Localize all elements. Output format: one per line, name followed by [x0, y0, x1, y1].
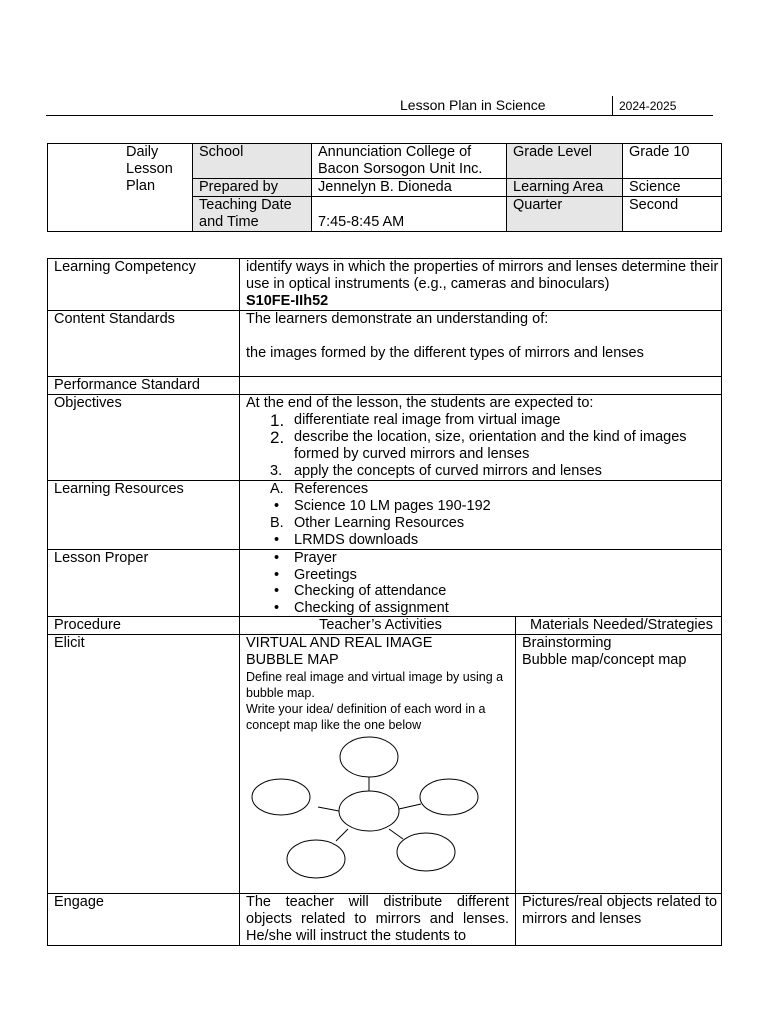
- elicit-description-2: Write your idea/ definition of each word in a concept map like the one below: [246, 702, 486, 732]
- school-value: Annunciation College of Bacon Sorsogon Unit Inc.: [312, 144, 507, 179]
- resource-item: [246, 515, 721, 532]
- procedure-header-row: [48, 617, 722, 635]
- content-standards-label: Content Standards: [48, 311, 240, 377]
- lesson-proper-text: Prayer: [294, 550, 337, 566]
- engage-activity: The teacher will distribute different objects related to mirrors and lenses. He/she will instruct the students to: [240, 894, 516, 946]
- resource-text: Other Learning Resources: [294, 515, 465, 531]
- bullet-icon: •: [274, 566, 280, 583]
- elicit-strategy-2: Bubble map/concept map: [522, 652, 687, 668]
- resource-marker: •: [274, 532, 280, 548]
- objectives-label: Objectives: [48, 395, 240, 481]
- dll-line-1: Daily: [126, 144, 159, 160]
- objectives-row: [48, 395, 722, 481]
- elicit-row: [48, 635, 722, 894]
- teaching-date-label: Teaching Date and Time: [193, 197, 312, 232]
- objective-item: [246, 429, 721, 463]
- dll-line-3: Plan: [126, 178, 156, 194]
- content-standards-cell: [240, 311, 722, 377]
- resource-text: References: [294, 481, 369, 497]
- objective-text: apply the concepts of curved mirrors and lenses: [294, 463, 602, 479]
- resource-text: Science 10 LM pages 190-192: [294, 498, 491, 514]
- performance-row: [48, 377, 722, 395]
- objective-item: [246, 412, 721, 429]
- bullet-icon: •: [274, 550, 280, 566]
- performance-value: [240, 377, 722, 395]
- prepared-by-value: Jennelyn B. Dioneda: [312, 179, 507, 197]
- lesson-proper-cell: [240, 550, 722, 617]
- document-title: Lesson Plan in Science: [400, 97, 546, 113]
- competency-text: identify ways in which the properties of mirrors and lenses determine their use in optical instruments (e.g., cameras and binoculars): [246, 259, 719, 292]
- lesson-proper-text: Checking of attendance: [294, 583, 447, 599]
- learning-area-value: Science: [623, 179, 722, 197]
- competency-row: [48, 259, 722, 311]
- quarter-value: Second: [623, 197, 722, 232]
- header-divider: [612, 96, 613, 115]
- competency-cell: [240, 259, 722, 311]
- elicit-title-1: VIRTUAL AND REAL IMAGE: [246, 635, 433, 651]
- school-label: School: [193, 144, 312, 179]
- lesson-proper-label: Lesson Proper: [48, 550, 240, 617]
- quarter-label: Quarter: [507, 197, 623, 232]
- elicit-strategy-1: Brainstorming: [522, 635, 612, 651]
- content-standards-row: [48, 311, 722, 377]
- resources-list: [246, 481, 721, 549]
- elicit-title-2: BUBBLE MAP: [246, 652, 339, 668]
- competency-code: S10FE-IIh52: [246, 293, 329, 309]
- bubble-map-icon: [246, 733, 506, 893]
- resource-text: LRMDS downloads: [294, 532, 419, 548]
- resource-item: [246, 498, 721, 515]
- lesson-plan-table: [47, 258, 722, 946]
- bubble-map-diagram: [246, 733, 515, 893]
- lesson-proper-list: [246, 550, 721, 616]
- bullet-icon: •: [274, 599, 280, 616]
- prepared-by-label: Prepared by: [193, 179, 312, 197]
- engage-label: Engage: [48, 894, 240, 946]
- learning-area-label: Learning Area: [507, 179, 623, 197]
- objective-text: describe the location, size, orientation and the kind of images formed by curved mirrors and lenses: [294, 429, 687, 462]
- objectives-list: [246, 412, 721, 480]
- performance-label: Performance Standard: [48, 377, 240, 395]
- elicit-activity-cell: [240, 635, 516, 894]
- lesson-proper-item: [246, 600, 721, 617]
- materials-header: Materials Needed/Strategies: [516, 617, 722, 635]
- elicit-strategies-cell: [516, 635, 722, 894]
- objective-text: differentiate real image from virtual image: [294, 412, 561, 428]
- elicit-label: Elicit: [48, 635, 240, 894]
- lesson-proper-item: [246, 567, 721, 584]
- content-standards-line-2: the images formed by the different types of mirrors and lenses: [246, 345, 644, 361]
- resource-item: [246, 532, 721, 549]
- info-table: [47, 143, 722, 232]
- grade-level-value: Grade 10: [623, 144, 722, 179]
- lesson-proper-item: [246, 583, 721, 600]
- resource-marker: •: [274, 498, 280, 514]
- resource-marker: A.: [270, 481, 284, 497]
- bullet-icon: •: [274, 583, 280, 599]
- daily-lesson-plan-label: [48, 144, 193, 232]
- resources-label: Learning Resources: [48, 481, 240, 550]
- objective-number: 2.: [270, 428, 285, 447]
- resource-item: [246, 481, 721, 498]
- elicit-description-1: Define real image and virtual image by using a bubble map.: [246, 670, 504, 700]
- objective-number: 1.: [270, 411, 285, 430]
- lesson-proper-row: [48, 550, 722, 617]
- objectives-cell: [240, 395, 722, 481]
- teacher-activities-header: Teacher’s Activities: [240, 617, 516, 635]
- objectives-intro: At the end of the lesson, the students are expected to:: [246, 395, 594, 411]
- lesson-proper-text: Greetings: [294, 566, 357, 583]
- resources-cell: [240, 481, 722, 550]
- objective-item: [246, 463, 721, 480]
- lesson-proper-text: Checking of assignment: [294, 599, 449, 616]
- content-standards-line-1: The learners demonstrate an understanding of:: [246, 311, 549, 327]
- competency-label: Learning Competency: [48, 259, 240, 311]
- resources-row: [48, 481, 722, 550]
- lesson-proper-item: [246, 550, 721, 567]
- document-header: [46, 96, 713, 116]
- dll-line-2: Lesson: [126, 161, 173, 177]
- engage-materials: Pictures/real objects related to mirrors and lenses: [516, 894, 722, 946]
- resource-marker: B.: [270, 515, 284, 531]
- engage-row: [48, 894, 722, 946]
- objective-number: 3.: [270, 463, 283, 479]
- procedure-label: Procedure: [48, 617, 240, 635]
- teaching-date-value: 7:45-8:45 AM: [312, 197, 507, 232]
- grade-level-label: Grade Level: [507, 144, 623, 179]
- school-year: 2024-2025: [619, 99, 677, 113]
